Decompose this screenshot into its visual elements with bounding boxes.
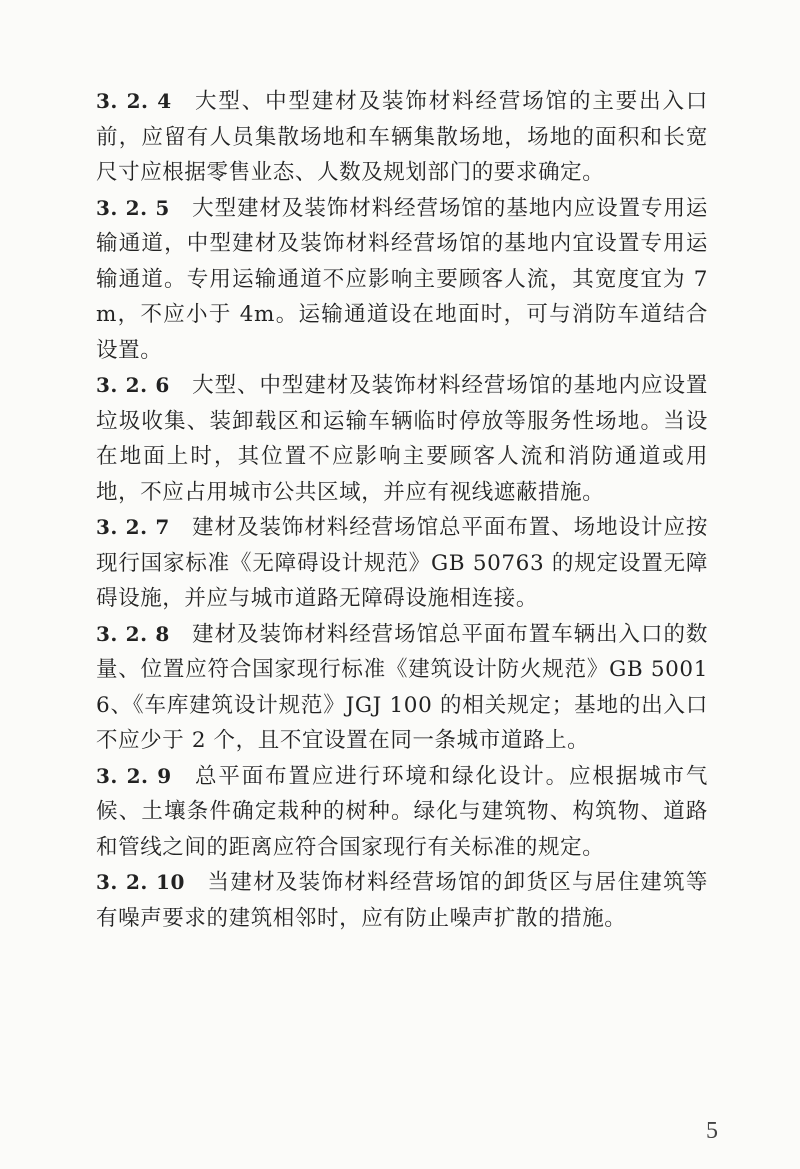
clause-text: 当建材及装饰材料经营场馆的卸货区与居住建筑等有噪声要求的建筑相邻时，应有防止噪声扩散的措施。 bbox=[96, 870, 709, 931]
clause-text: 建材及装饰材料经营场馆总平面布置、场地设计应按现行国家标准《无障碍设计规范》GB 50763 的规定设置无障碍设施，并应与城市道路无障碍设施相连接。 bbox=[96, 515, 708, 611]
clause-3-2-8 bbox=[96, 617, 708, 759]
clause-text: 总平面布置应进行环境和绿化设计。应根据城市气候、土壤条件确定栽种的树种。绿化与建筑物、构筑物、道路和管线之间的距离应符合国家现行有关标准的规定。 bbox=[96, 763, 709, 860]
clause-number: 3. 2. 4 bbox=[96, 89, 172, 113]
clause-number: 3. 2. 8 bbox=[96, 621, 170, 646]
clause-text: 大型建材及装饰材料经营场馆的基地内应设置专用运输通道，中型建材及装饰材料经营场馆的基地内宜设置专用运输通道。专用运输通道不应影响主要顾客人流，其宽度宜为 7m，不应小于 4m。运输通道设在地面时，可与消防车道结合设置。 bbox=[96, 195, 708, 363]
clause-3-2-4 bbox=[96, 84, 708, 191]
clause-number: 3. 2. 5 bbox=[96, 195, 170, 220]
clause-text: 建材及装饰材料经营场馆总平面布置车辆出入口的数量、位置应符合国家现行标准《建筑设计防火规范》GB 50016、《车库建筑设计规范》JGJ 100 的相关规定；基地的出入口不应少于 2 个，且不宜设置在同一条城市道路上。 bbox=[96, 621, 708, 753]
page-number: 5 bbox=[706, 1118, 718, 1144]
clause-3-2-5 bbox=[96, 191, 708, 369]
clause-3-2-7 bbox=[96, 510, 708, 617]
clause-3-2-6 bbox=[96, 368, 708, 510]
clause-text: 大型、中型建材及装饰材料经营场馆的主要出入口前，应留有人员集散场地和车辆集散场地，场地的面积和长宽尺寸应根据零售业态、人数及规划部门的要求确定。 bbox=[96, 89, 709, 185]
clause-number: 3. 2. 9 bbox=[96, 763, 172, 788]
clause-3-2-9 bbox=[96, 759, 708, 866]
clause-list bbox=[96, 84, 708, 936]
clause-number: 3. 2. 7 bbox=[96, 515, 170, 539]
clause-3-2-10 bbox=[96, 865, 708, 936]
clause-number: 3. 2. 10 bbox=[96, 870, 185, 894]
clause-text: 大型、中型建材及装饰材料经营场馆的基地内应设置垃圾收集、装卸载区和运输车辆临时停放等服务性场地。当设在地面上时，其位置不应影响主要顾客人流和消防通道或用地，不应占用城市公共区域，并应有视线遮蔽措施。 bbox=[96, 373, 708, 505]
clause-number: 3. 2. 6 bbox=[96, 373, 170, 397]
